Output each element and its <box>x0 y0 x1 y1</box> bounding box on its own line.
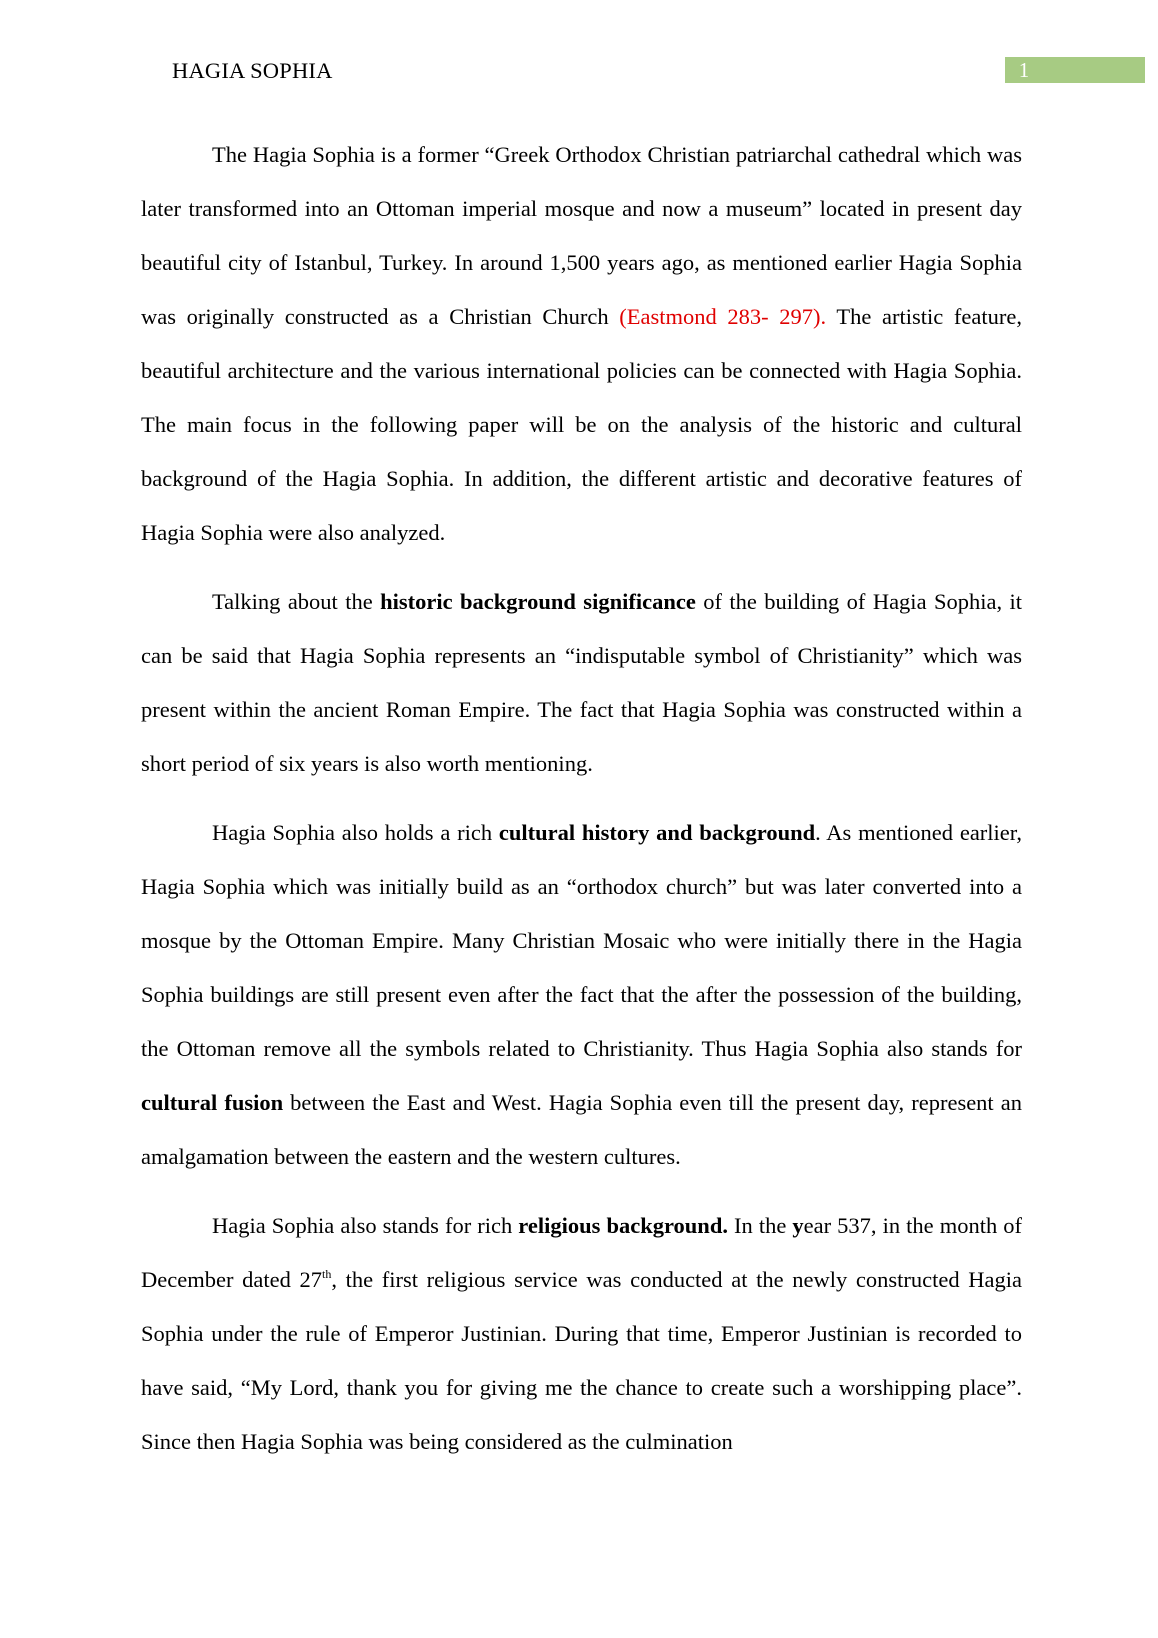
bold-phrase: cultural fusion <box>141 1090 284 1115</box>
bold-phrase: religious background. <box>518 1213 728 1238</box>
page-number: 1 <box>1018 58 1030 82</box>
bold-phrase: cultural history and background <box>498 820 816 845</box>
paragraph-text: , the first religious service was conducted at the newly constructed Hagia Sophia under the rule of Emperor Justinian. During that time, Emperor Justinian is recorded to have said, “My Lord, thank you for giving me the chance to create such a worshipping place”. Since then Hagia Sophia was being considered as the culmination <box>141 1267 1022 1454</box>
paragraph-text: Talking about the <box>212 589 381 614</box>
paragraph-text: between the East and West. Hagia Sophia even till the present day, represent an amalgamation between the eastern and the western cultures. <box>141 1090 1022 1169</box>
citation: (Eastmond 283- 297). <box>619 304 827 329</box>
page-number-box <box>1005 57 1145 83</box>
ordinal-superscript: th <box>321 1267 332 1281</box>
paragraph-historic-background <box>141 575 1022 791</box>
paragraph-text: The Hagia Sophia is a former “Greek Orthodox Christian patriarchal cathedral which was later transformed into an Ottoman imperial mosque and now a museum” located in present day beautiful city of Istanbul, Turkey. In around 1,500 years ago, as mentioned earlier Hagia Sophia was originally constructed as a Christian Church <box>141 142 1022 329</box>
paragraph-religious-background <box>141 1199 1022 1469</box>
running-head: HAGIA SOPHIA <box>172 58 333 83</box>
paragraph-text: Hagia Sophia also holds a rich <box>212 820 499 845</box>
paragraph-text: . As mentioned earlier, Hagia Sophia which was initially build as an “orthodox church” but was later converted into a mosque by the Ottoman Empire. Many Christian Mosaic who were initially there in the Hagia Sophia buildings are still present even after the fact that the after the possession of the building, the Ottoman remove all the symbols related to Christianity. Thus Hagia Sophia also stands for <box>141 820 1022 1061</box>
paragraph-text: of the building of Hagia Sophia, it can be said that Hagia Sophia represents an “indisputable symbol of Christianity” which was present within the ancient Roman Empire. The fact that Hagia Sophia was constructed within a short period of six years is also worth mentioning. <box>141 589 1022 776</box>
paragraph-text: Hagia Sophia also stands for rich <box>212 1213 519 1238</box>
paragraph-introduction <box>141 128 1022 560</box>
bold-letter: y <box>792 1213 804 1238</box>
paragraph-text: The artistic feature, beautiful architecture and the various international policies can be connected with Hagia Sophia. The main focus in the following paper will be on the analysis of the historic and cultural background of the Hagia Sophia. In addition, the different artistic and decorative features of Hagia Sophia were also analyzed. <box>141 304 1022 545</box>
paragraph-cultural-history <box>141 806 1022 1184</box>
bold-phrase: historic background significance <box>380 589 696 614</box>
body-text <box>141 128 1022 1484</box>
paragraph-text: In the <box>727 1213 793 1238</box>
paragraph-text: ear 537, in the month of December dated 27 <box>141 1213 1023 1292</box>
